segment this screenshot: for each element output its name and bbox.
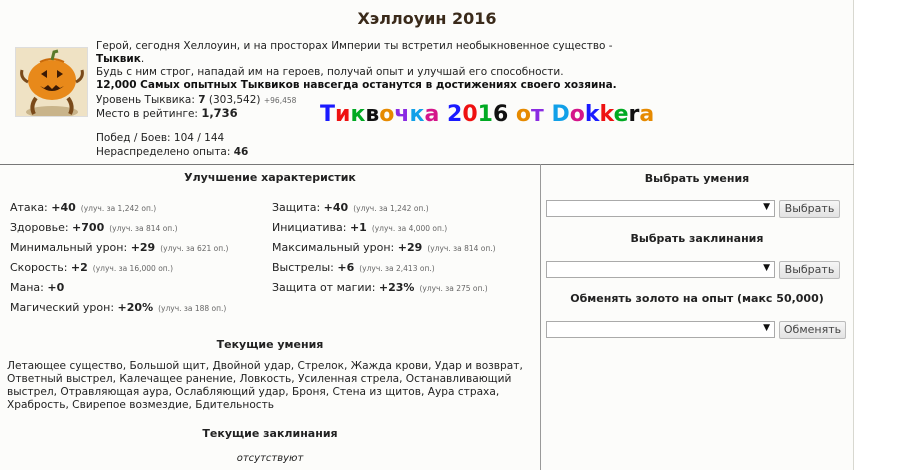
attribute-label: Атака: — [10, 201, 48, 214]
free-exp-stat — [96, 145, 248, 159]
banner-letter: а — [424, 102, 440, 127]
pet-name: Тыквик — [96, 53, 141, 65]
rank-label: Место в рейтинге: — [96, 108, 198, 120]
attribute-row — [10, 281, 69, 294]
attribute-value: +700 — [72, 221, 105, 234]
attribute-label: Защита: — [272, 201, 321, 214]
banner-letter — [439, 102, 447, 127]
upgrade-cost-link[interactable]: (улуч. за 1,242 оп.) — [80, 204, 157, 213]
banner-letter — [508, 102, 516, 127]
wins-label: Побед / Боев: — [96, 132, 171, 144]
abilities-title: Текущие умения — [216, 338, 324, 351]
wins-value: 104 / 144 — [173, 132, 225, 144]
attribute-label: Минимальный урон: — [10, 241, 128, 254]
attribute-label: Магический урон: — [10, 301, 115, 314]
attribute-row — [10, 261, 173, 274]
attribute-label: Мана: — [10, 281, 44, 294]
banner-letter: k — [584, 102, 600, 127]
spells-none: отсутствуют — [236, 453, 304, 464]
banner-letter: к — [350, 102, 366, 127]
attribute-row — [272, 201, 429, 214]
banner-letter: к — [409, 102, 425, 127]
spells-choose-button[interactable]: Выбрать — [779, 261, 840, 279]
divider-vertical — [540, 164, 541, 470]
banner-letter: и — [335, 102, 351, 127]
gold-select[interactable] — [546, 321, 775, 338]
gold-exchange-button[interactable]: Обменять — [779, 321, 846, 339]
wins-stat — [96, 131, 224, 145]
attribute-value: +20% — [117, 301, 154, 314]
attribute-row — [10, 241, 228, 254]
intro-line2: Будь с ним строг, нападай им на героев, получай опыт и улучшай его способности. — [96, 66, 564, 78]
attribute-value: +29 — [130, 241, 156, 254]
upgrade-cost-link[interactable]: (улуч. за 188 оп.) — [158, 304, 227, 313]
divider-horizontal — [0, 164, 854, 165]
banner-letter: o — [569, 102, 585, 127]
attribute-label: Инициатива: — [272, 221, 347, 234]
pumpkin-pet-image — [15, 47, 88, 117]
attribute-value: +0 — [47, 281, 65, 294]
intro-line1: Герой, сегодня Хеллоуин, и на просторах Империи ты встретил необыкновенное существо - — [96, 40, 613, 52]
attribute-row — [272, 241, 496, 254]
spells-select[interactable] — [546, 261, 775, 278]
chevron-down-icon: ▼ — [763, 263, 770, 273]
banner-letter: Т — [320, 102, 336, 127]
attribute-value: +1 — [349, 221, 367, 234]
spells-title: Текущие заклинания — [202, 427, 338, 440]
level-exp: (303,542) — [208, 94, 261, 106]
upgrade-cost-link[interactable]: (улуч. за 2,413 оп.) — [359, 264, 435, 273]
skills-choose-button[interactable]: Выбрать — [779, 200, 840, 218]
upgrade-cost-link[interactable]: (улуч. за 814 оп.) — [427, 244, 496, 253]
level-gain: +96,458 — [263, 96, 297, 105]
banner-letter: в — [365, 102, 380, 127]
level-label: Уровень Тыквика: — [96, 94, 195, 106]
rank-stat — [96, 106, 238, 121]
dokkera-banner — [320, 102, 654, 127]
upgrade-cost-link[interactable]: (улуч. за 16,000 оп.) — [92, 264, 173, 273]
page-title: Хэллоуин 2016 — [357, 9, 497, 28]
chevron-down-icon: ▼ — [763, 202, 770, 212]
rank-value: 1,736 — [201, 106, 238, 120]
attribute-label: Максимальный урон: — [272, 241, 395, 254]
free-exp-value: 46 — [233, 146, 249, 158]
level-value: 7 — [198, 94, 206, 106]
upgrade-cost-link[interactable]: (улуч. за 275 оп.) — [419, 284, 488, 293]
banner-letter: ч — [394, 102, 410, 127]
attribute-row — [272, 261, 435, 274]
upgrade-cost-link[interactable]: (улуч. за 1,242 оп.) — [353, 204, 429, 213]
banner-letter: D — [551, 102, 570, 127]
skills-select[interactable] — [546, 200, 775, 217]
intro-text — [96, 40, 656, 92]
banner-letter: 6 — [492, 102, 509, 127]
free-exp-label: Нераспределено опыта: — [96, 146, 231, 158]
intro-line1-end: . — [140, 53, 145, 65]
attribute-value: +40 — [323, 201, 349, 214]
attribute-row — [10, 201, 156, 214]
attribute-value: +29 — [397, 241, 423, 254]
banner-letter: e — [613, 102, 629, 127]
banner-letter: 0 — [462, 102, 478, 127]
upgrade-title: Улучшение характеристик — [184, 171, 356, 184]
spells-choose-title: Выбрать заклинания — [630, 232, 764, 245]
banner-letter: о — [379, 102, 395, 127]
attribute-value: +40 — [51, 201, 76, 214]
banner-letter: k — [599, 102, 614, 127]
banner-letter: т — [531, 102, 544, 127]
attribute-value: +6 — [337, 261, 355, 274]
intro-line3: 12,000 Самых опытных Тыквиков навсегда останутся в достижениях своего хозяина. — [96, 79, 617, 91]
gold-exchange-title: Обменять золото на опыт (макс 50,000) — [570, 292, 824, 305]
upgrade-cost-link[interactable]: (улуч. за 621 оп.) — [160, 244, 229, 253]
upgrade-cost-link[interactable]: (улуч. за 814 оп.) — [109, 224, 178, 233]
attribute-value: +23% — [378, 281, 415, 294]
attribute-label: Скорость: — [10, 261, 68, 274]
chevron-down-icon: ▼ — [763, 323, 770, 333]
skills-title: Выбрать умения — [644, 172, 750, 185]
banner-letter: 2 — [447, 102, 463, 127]
attribute-row — [272, 281, 488, 294]
upgrade-cost-link[interactable]: (улуч. за 4,000 оп.) — [371, 224, 448, 233]
banner-letter: r — [628, 102, 640, 127]
banner-letter: о — [515, 102, 532, 127]
attribute-row — [10, 221, 178, 234]
banner-letter: a — [639, 102, 655, 127]
attribute-row — [272, 221, 447, 234]
banner-letter: 1 — [477, 102, 493, 127]
attribute-label: Защита от магии: — [272, 281, 376, 294]
attribute-label: Здоровье: — [10, 221, 69, 234]
attribute-label: Выстрелы: — [272, 261, 334, 274]
attribute-row — [10, 301, 226, 314]
abilities-list: Летающее существо, Большой щит, Двойной удар, Стрелок, Жажда крови, Удар и возврат, Ответный выстрел, Калечащее ранение, Ловкость, Усиленная стрела, Останавливающий выстрел, Отравляющая аура, Ослабляющий удар, Броня, Стена из щитов, Аура страха, Храбрость, Свирепое возмездие, Бдительность — [7, 360, 523, 411]
attribute-value: +2 — [70, 261, 88, 274]
